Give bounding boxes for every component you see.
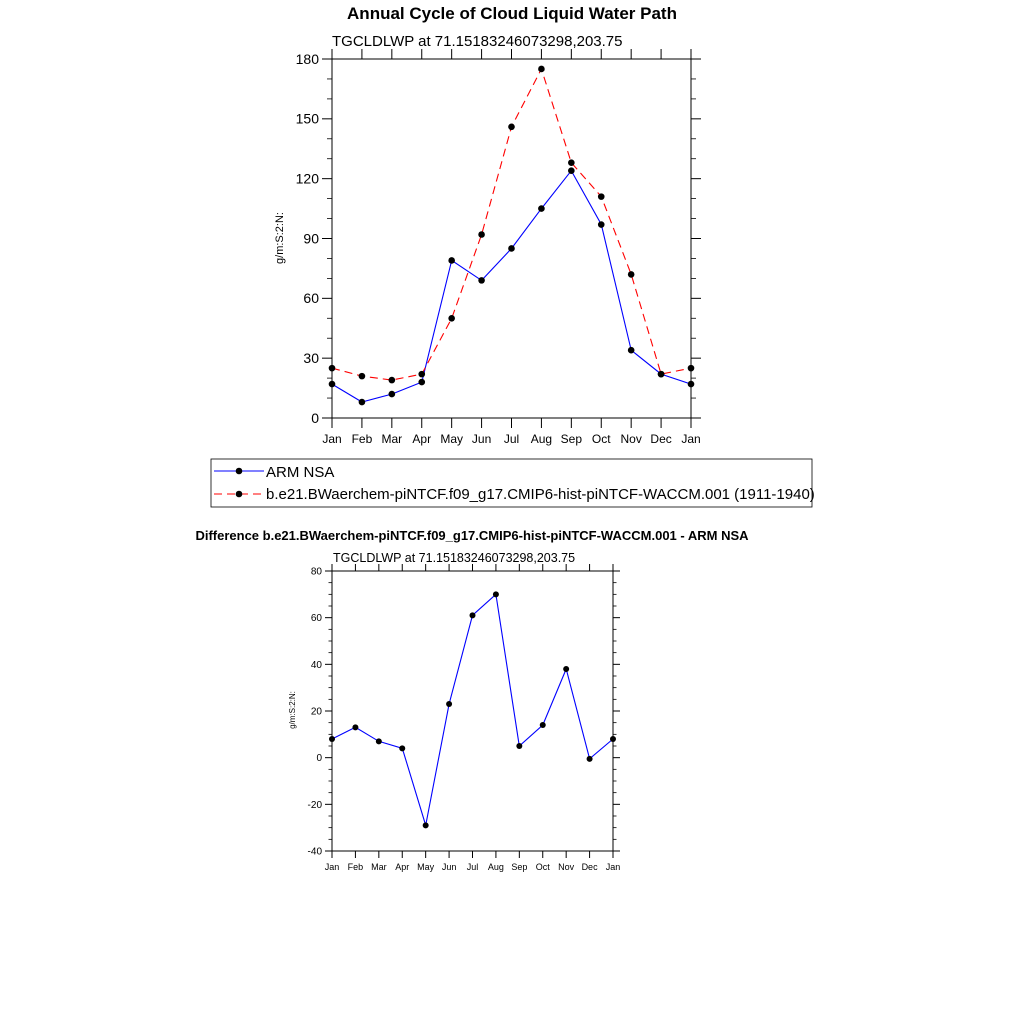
data-point — [610, 736, 616, 742]
top-chart-ylabel: g/m:S:2:N: — [274, 212, 286, 264]
xtick-label: Jun — [471, 432, 492, 446]
xtick-label: Mar — [381, 432, 403, 446]
bottom-chart-subtitle: TGCLDLWP at 71.15183246073298,203.75 — [333, 551, 576, 565]
bottom-chart-xtick-labels — [325, 862, 621, 872]
series-line-0 — [332, 594, 613, 825]
data-point — [658, 371, 665, 378]
top-chart-title: Annual Cycle of Cloud Liquid Water Path — [347, 4, 677, 23]
xtick-label: Jun — [441, 862, 457, 872]
data-point — [423, 822, 429, 828]
xtick-label: May — [440, 432, 464, 446]
top-plot-frame — [332, 59, 691, 418]
data-point — [399, 745, 405, 751]
data-point — [359, 399, 366, 406]
data-point — [470, 612, 476, 618]
data-point — [478, 277, 485, 284]
top-chart-series — [329, 66, 695, 406]
top-chart-legend — [211, 459, 815, 507]
ytick-label: 180 — [295, 50, 319, 67]
top-chart — [211, 4, 815, 507]
data-point — [493, 591, 499, 597]
xtick-label: Jul — [466, 862, 479, 872]
xtick-label: Jan — [322, 432, 342, 446]
xtick-label: Apr — [395, 862, 410, 872]
bottom-chart-title: Difference b.e21.BWaerchem-piNTCF.f09_g17.CMIP6-hist-piNTCF-WACCM.001 - ARM NSA — [195, 528, 749, 543]
xtick-label: May — [417, 862, 435, 872]
xtick-label: Nov — [558, 862, 575, 872]
data-point — [508, 124, 515, 131]
ytick-label: 60 — [303, 290, 319, 307]
top-chart-subtitle: TGCLDLWP at 71.15183246073298,203.75 — [332, 33, 623, 50]
data-point — [418, 371, 425, 378]
data-point — [568, 167, 575, 174]
data-point — [376, 738, 382, 744]
data-point — [508, 245, 515, 252]
xtick-label: Jan — [324, 862, 340, 872]
data-point — [688, 365, 695, 372]
data-point — [329, 365, 336, 372]
ytick-label: 150 — [295, 110, 319, 127]
data-point — [538, 205, 545, 212]
xtick-label: Feb — [347, 862, 364, 872]
xtick-label: Oct — [535, 862, 550, 872]
ytick-label: 80 — [310, 566, 322, 578]
bottom-chart-ytick-labels — [308, 567, 323, 858]
top-chart-ticks — [322, 49, 701, 428]
series-line-0 — [332, 171, 691, 402]
data-point — [628, 347, 635, 354]
data-point — [329, 381, 336, 388]
data-point — [688, 381, 695, 388]
series-line-1 — [332, 69, 691, 380]
xtick-label: Sep — [560, 432, 583, 446]
data-point — [516, 743, 522, 749]
legend-label-model: b.e21.BWaerchem-piNTCF.f09_g17.CMIP6-hist-piNTCF-WACCM.001 (1911-1940) — [266, 486, 815, 503]
xtick-label: Apr — [412, 432, 432, 446]
data-point — [329, 736, 335, 742]
xtick-label: Aug — [487, 862, 504, 872]
xtick-label: Mar — [371, 862, 387, 872]
xtick-label: Jul — [503, 432, 520, 446]
ytick-label: 20 — [310, 706, 322, 718]
data-point — [478, 231, 485, 238]
data-point — [598, 193, 605, 200]
data-point — [538, 66, 545, 73]
ytick-label: 0 — [316, 753, 322, 765]
xtick-label: Nov — [620, 432, 642, 446]
data-point — [418, 379, 425, 386]
data-point — [587, 756, 593, 762]
ytick-label: 40 — [310, 659, 322, 671]
data-point — [448, 257, 455, 264]
data-point — [389, 377, 396, 384]
legend-label-arm-nsa: ARM NSA — [266, 464, 335, 481]
bottom-chart-series — [329, 591, 616, 828]
data-point — [448, 315, 455, 322]
data-point — [389, 391, 396, 398]
data-point — [359, 373, 366, 380]
top-chart-xtick-labels — [322, 432, 700, 446]
ytick-label: 90 — [303, 230, 319, 247]
data-point — [628, 271, 635, 278]
data-point — [568, 159, 575, 166]
data-point — [352, 724, 358, 730]
xtick-label: Sep — [511, 862, 528, 872]
ytick-label: 0 — [311, 409, 319, 426]
ytick-label: 30 — [303, 350, 319, 367]
data-point — [563, 666, 569, 672]
bottom-chart-ylabel: g/m:S:2:N: — [288, 691, 297, 729]
top-chart-ytick-labels — [296, 51, 320, 426]
xtick-label: Jan — [681, 432, 701, 446]
xtick-label: Jan — [605, 862, 621, 872]
xtick-label: Aug — [530, 432, 553, 446]
ytick-label: 60 — [310, 613, 322, 625]
ytick-label: -20 — [307, 799, 322, 811]
xtick-label: Dec — [581, 862, 598, 872]
bottom-chart-ticks — [325, 564, 620, 858]
data-point — [540, 722, 546, 728]
data-point — [598, 221, 605, 228]
xtick-label: Oct — [591, 432, 611, 446]
xtick-label: Feb — [351, 432, 373, 446]
data-point — [446, 701, 452, 707]
legend-marker-model — [236, 491, 243, 498]
legend-entry-model — [214, 486, 815, 503]
ytick-label: -40 — [307, 846, 322, 858]
legend-marker-arm-nsa — [236, 468, 243, 475]
bottom-chart — [195, 528, 749, 872]
ytick-label: 120 — [295, 170, 319, 187]
xtick-label: Dec — [650, 432, 672, 446]
